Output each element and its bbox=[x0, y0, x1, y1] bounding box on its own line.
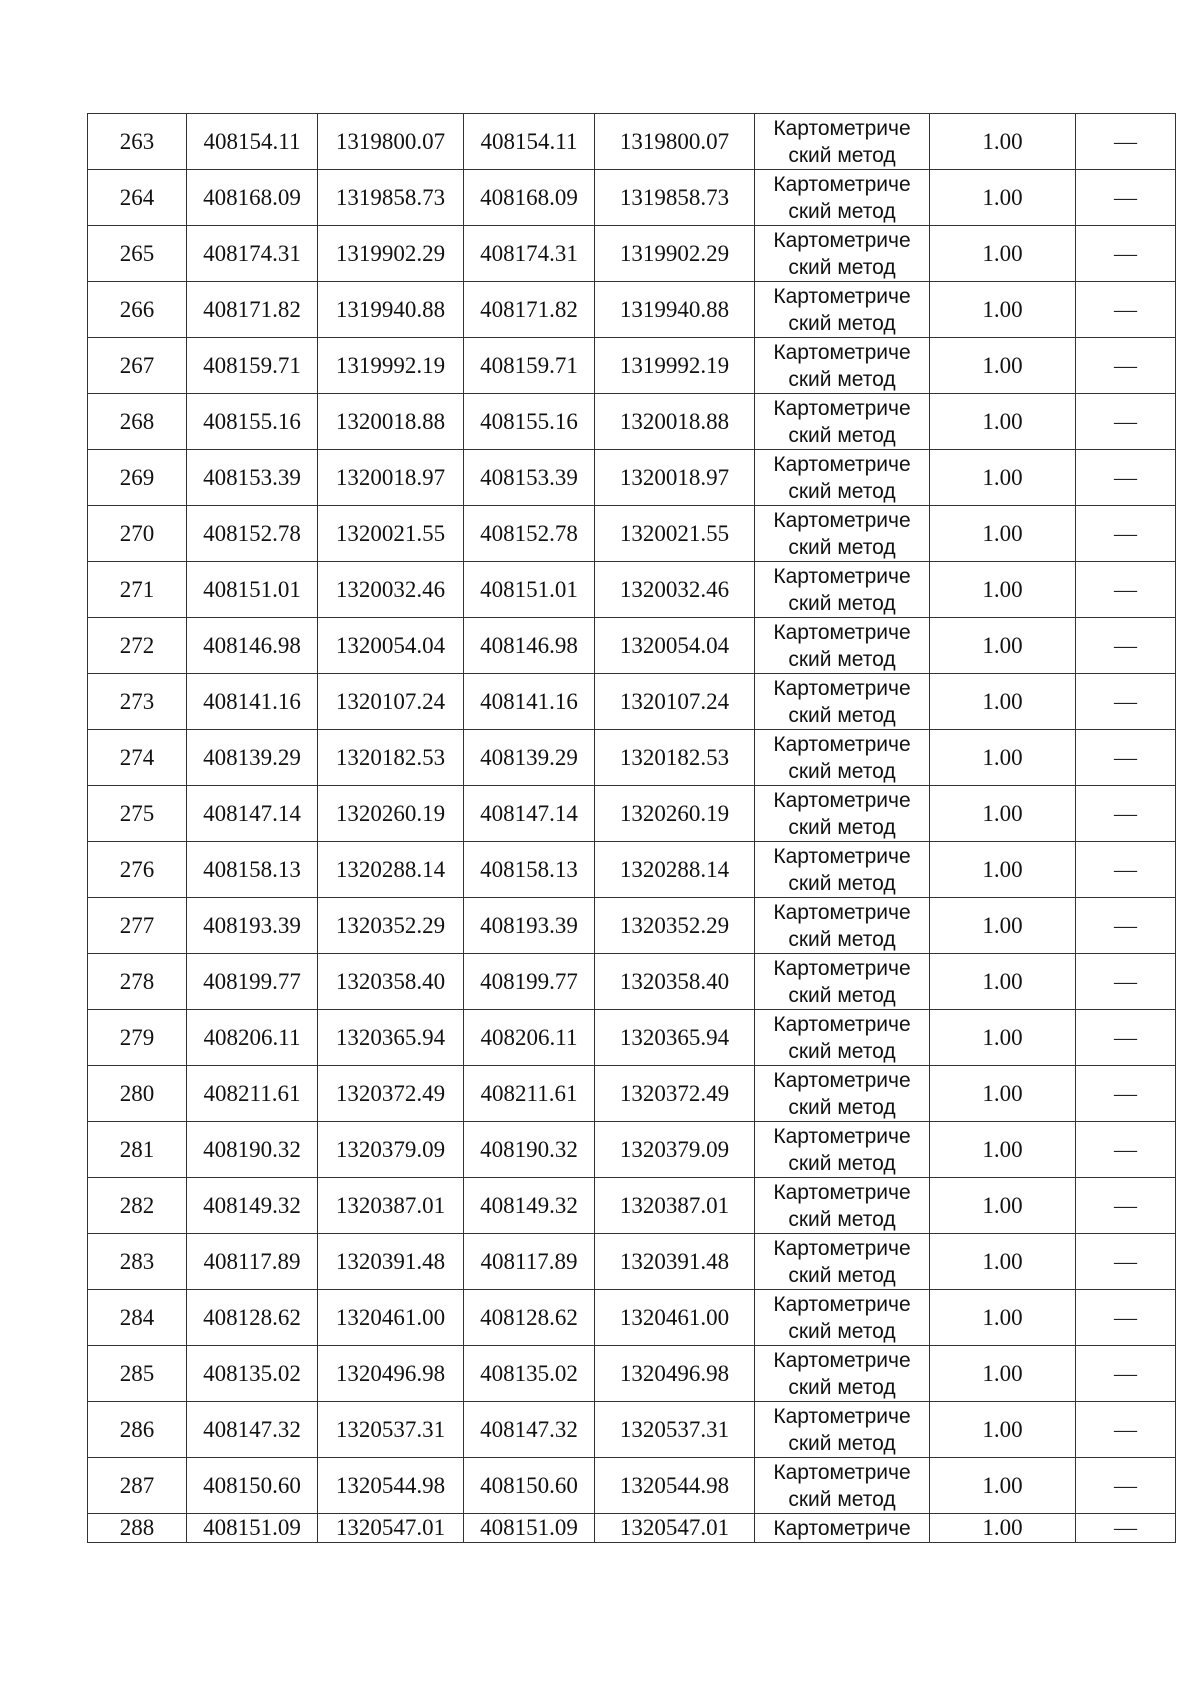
x-coordinate-cell: 408159.71 bbox=[187, 338, 318, 394]
x-coordinate-cell: 408171.82 bbox=[187, 282, 318, 338]
method-text-line1: Картометриче bbox=[773, 788, 911, 812]
y-coordinate-cell: 1320379.09 bbox=[318, 1122, 464, 1178]
y-coordinate-repeat-cell: 1320358.40 bbox=[595, 954, 755, 1010]
note-cell: — bbox=[1076, 114, 1176, 170]
y-coordinate-cell: 1319940.88 bbox=[318, 282, 464, 338]
x-coordinate-repeat-cell: 408146.98 bbox=[464, 618, 595, 674]
x-coordinate-cell: 408154.11 bbox=[187, 114, 318, 170]
point-number-cell: 288 bbox=[88, 1514, 187, 1543]
method-cell bbox=[755, 842, 930, 898]
method-text-line2: ский метод bbox=[788, 1375, 896, 1399]
y-coordinate-cell: 1320054.04 bbox=[318, 618, 464, 674]
y-coordinate-repeat-cell: 1319858.73 bbox=[595, 170, 755, 226]
x-coordinate-cell: 408152.78 bbox=[187, 506, 318, 562]
point-number-cell: 266 bbox=[88, 282, 187, 338]
x-coordinate-cell: 408199.77 bbox=[187, 954, 318, 1010]
x-coordinate-cell: 408211.61 bbox=[187, 1066, 318, 1122]
accuracy-cell: 1.00 bbox=[930, 842, 1076, 898]
point-number-cell: 269 bbox=[88, 450, 187, 506]
point-number-cell: 282 bbox=[88, 1178, 187, 1234]
method-text-line1: Картометриче bbox=[773, 396, 911, 420]
method-cell bbox=[755, 226, 930, 282]
accuracy-cell: 1.00 bbox=[930, 1178, 1076, 1234]
x-coordinate-cell: 408139.29 bbox=[187, 730, 318, 786]
x-coordinate-repeat-cell: 408206.11 bbox=[464, 1010, 595, 1066]
point-number-cell: 276 bbox=[88, 842, 187, 898]
x-coordinate-repeat-cell: 408135.02 bbox=[464, 1346, 595, 1402]
point-number-cell: 265 bbox=[88, 226, 187, 282]
y-coordinate-repeat-cell: 1320182.53 bbox=[595, 730, 755, 786]
x-coordinate-repeat-cell: 408174.31 bbox=[464, 226, 595, 282]
table-row bbox=[88, 730, 1176, 786]
y-coordinate-cell: 1320018.97 bbox=[318, 450, 464, 506]
note-cell: — bbox=[1076, 1458, 1176, 1514]
note-cell: — bbox=[1076, 562, 1176, 618]
x-coordinate-repeat-cell: 408154.11 bbox=[464, 114, 595, 170]
y-coordinate-repeat-cell: 1320032.46 bbox=[595, 562, 755, 618]
method-text-line2: ский метод bbox=[788, 927, 896, 951]
x-coordinate-cell: 408174.31 bbox=[187, 226, 318, 282]
x-coordinate-repeat-cell: 408190.32 bbox=[464, 1122, 595, 1178]
x-coordinate-cell: 408147.32 bbox=[187, 1402, 318, 1458]
accuracy-cell: 1.00 bbox=[930, 954, 1076, 1010]
note-cell: — bbox=[1076, 842, 1176, 898]
y-coordinate-cell: 1320547.01 bbox=[318, 1514, 464, 1543]
y-coordinate-cell: 1320391.48 bbox=[318, 1234, 464, 1290]
point-number-cell: 286 bbox=[88, 1402, 187, 1458]
y-coordinate-repeat-cell: 1319800.07 bbox=[595, 114, 755, 170]
accuracy-cell: 1.00 bbox=[930, 562, 1076, 618]
method-text-line1: Картометриче bbox=[773, 1124, 911, 1148]
method-text-line2: ский метод bbox=[788, 759, 896, 783]
point-number-cell: 278 bbox=[88, 954, 187, 1010]
method-cell bbox=[755, 1010, 930, 1066]
note-cell: — bbox=[1076, 282, 1176, 338]
method-cell bbox=[755, 338, 930, 394]
method-text-line2: ский метод bbox=[788, 983, 896, 1007]
y-coordinate-cell: 1320352.29 bbox=[318, 898, 464, 954]
point-number-cell: 274 bbox=[88, 730, 187, 786]
method-text-line2: ский метод bbox=[788, 423, 896, 447]
x-coordinate-cell: 408193.39 bbox=[187, 898, 318, 954]
note-cell: — bbox=[1076, 1234, 1176, 1290]
method-text-line1: Картометриче bbox=[773, 1292, 911, 1316]
y-coordinate-repeat-cell: 1320461.00 bbox=[595, 1290, 755, 1346]
table-row bbox=[88, 1010, 1176, 1066]
y-coordinate-repeat-cell: 1319940.88 bbox=[595, 282, 755, 338]
note-cell: — bbox=[1076, 1066, 1176, 1122]
x-coordinate-cell: 408149.32 bbox=[187, 1178, 318, 1234]
point-number-cell: 281 bbox=[88, 1122, 187, 1178]
method-text-line1: Картометриче bbox=[773, 564, 911, 588]
method-text-line1: Картометриче bbox=[773, 508, 911, 532]
accuracy-cell: 1.00 bbox=[930, 1346, 1076, 1402]
y-coordinate-repeat-cell: 1319902.29 bbox=[595, 226, 755, 282]
method-cell bbox=[755, 1290, 930, 1346]
method-text-line2: ский метод bbox=[788, 1431, 896, 1455]
accuracy-cell: 1.00 bbox=[930, 1234, 1076, 1290]
x-coordinate-repeat-cell: 408158.13 bbox=[464, 842, 595, 898]
x-coordinate-cell: 408147.14 bbox=[187, 786, 318, 842]
table-row bbox=[88, 394, 1176, 450]
point-number-cell: 268 bbox=[88, 394, 187, 450]
y-coordinate-cell: 1320544.98 bbox=[318, 1458, 464, 1514]
point-number-cell: 263 bbox=[88, 114, 187, 170]
x-coordinate-repeat-cell: 408147.14 bbox=[464, 786, 595, 842]
method-cell bbox=[755, 114, 930, 170]
x-coordinate-repeat-cell: 408151.01 bbox=[464, 562, 595, 618]
method-text-line2: ский метод bbox=[788, 1319, 896, 1343]
method-text-line2: ский метод bbox=[788, 1151, 896, 1175]
y-coordinate-repeat-cell: 1320379.09 bbox=[595, 1122, 755, 1178]
y-coordinate-repeat-cell: 1320054.04 bbox=[595, 618, 755, 674]
y-coordinate-cell: 1320537.31 bbox=[318, 1402, 464, 1458]
x-coordinate-cell: 408155.16 bbox=[187, 394, 318, 450]
y-coordinate-cell: 1320260.19 bbox=[318, 786, 464, 842]
table-row bbox=[88, 786, 1176, 842]
method-cell bbox=[755, 786, 930, 842]
method-text-line1: Картометриче bbox=[773, 284, 911, 308]
method-cell bbox=[755, 562, 930, 618]
y-coordinate-repeat-cell: 1319992.19 bbox=[595, 338, 755, 394]
accuracy-cell: 1.00 bbox=[930, 282, 1076, 338]
y-coordinate-repeat-cell: 1320018.97 bbox=[595, 450, 755, 506]
y-coordinate-cell: 1320358.40 bbox=[318, 954, 464, 1010]
coordinates-table bbox=[87, 113, 1176, 1543]
method-cell bbox=[755, 674, 930, 730]
x-coordinate-repeat-cell: 408171.82 bbox=[464, 282, 595, 338]
point-number-cell: 271 bbox=[88, 562, 187, 618]
x-coordinate-repeat-cell: 408159.71 bbox=[464, 338, 595, 394]
method-text-line1: Картометриче bbox=[773, 1012, 911, 1036]
method-text-line2: ский метод bbox=[788, 1487, 896, 1511]
point-number-cell: 285 bbox=[88, 1346, 187, 1402]
accuracy-cell: 1.00 bbox=[930, 674, 1076, 730]
method-text-line1: Картометриче bbox=[773, 228, 911, 252]
accuracy-cell: 1.00 bbox=[930, 786, 1076, 842]
method-cell bbox=[755, 1178, 930, 1234]
y-coordinate-repeat-cell: 1320288.14 bbox=[595, 842, 755, 898]
method-cell bbox=[755, 1346, 930, 1402]
y-coordinate-cell: 1319800.07 bbox=[318, 114, 464, 170]
method-text-line2: ский метод bbox=[788, 311, 896, 335]
y-coordinate-cell: 1320372.49 bbox=[318, 1066, 464, 1122]
accuracy-cell: 1.00 bbox=[930, 226, 1076, 282]
y-coordinate-repeat-cell: 1320107.24 bbox=[595, 674, 755, 730]
note-cell: — bbox=[1076, 170, 1176, 226]
note-cell: — bbox=[1076, 730, 1176, 786]
accuracy-cell: 1.00 bbox=[930, 898, 1076, 954]
y-coordinate-repeat-cell: 1320496.98 bbox=[595, 1346, 755, 1402]
method-text-line2: ский метод bbox=[788, 1039, 896, 1063]
table-row bbox=[88, 1402, 1176, 1458]
method-text-line1: Картометриче bbox=[773, 1460, 911, 1484]
accuracy-cell: 1.00 bbox=[930, 1514, 1076, 1543]
x-coordinate-cell: 408146.98 bbox=[187, 618, 318, 674]
y-coordinate-repeat-cell: 1320352.29 bbox=[595, 898, 755, 954]
method-text-line1: Картометриче bbox=[773, 172, 911, 196]
x-coordinate-repeat-cell: 408141.16 bbox=[464, 674, 595, 730]
method-text-line2: ский метод bbox=[788, 255, 896, 279]
point-number-cell: 283 bbox=[88, 1234, 187, 1290]
method-cell bbox=[755, 1122, 930, 1178]
point-number-cell: 279 bbox=[88, 1010, 187, 1066]
x-coordinate-repeat-cell: 408168.09 bbox=[464, 170, 595, 226]
y-coordinate-repeat-cell: 1320372.49 bbox=[595, 1066, 755, 1122]
x-coordinate-cell: 408135.02 bbox=[187, 1346, 318, 1402]
note-cell: — bbox=[1076, 674, 1176, 730]
note-cell: — bbox=[1076, 954, 1176, 1010]
table-row bbox=[88, 562, 1176, 618]
y-coordinate-cell: 1319992.19 bbox=[318, 338, 464, 394]
note-cell: — bbox=[1076, 1402, 1176, 1458]
point-number-cell: 275 bbox=[88, 786, 187, 842]
table-body bbox=[88, 114, 1176, 1543]
note-cell: — bbox=[1076, 506, 1176, 562]
method-text-line2: ский метод bbox=[788, 479, 896, 503]
x-coordinate-cell: 408151.09 bbox=[187, 1514, 318, 1543]
x-coordinate-repeat-cell: 408147.32 bbox=[464, 1402, 595, 1458]
table-row bbox=[88, 338, 1176, 394]
accuracy-cell: 1.00 bbox=[930, 450, 1076, 506]
x-coordinate-cell: 408150.60 bbox=[187, 1458, 318, 1514]
method-text-line1: Картометриче bbox=[773, 1068, 911, 1092]
note-cell: — bbox=[1076, 618, 1176, 674]
table-row bbox=[88, 1346, 1176, 1402]
x-coordinate-repeat-cell: 408139.29 bbox=[464, 730, 595, 786]
x-coordinate-repeat-cell: 408150.60 bbox=[464, 1458, 595, 1514]
method-text-line1: Картометриче bbox=[773, 1180, 911, 1204]
accuracy-cell: 1.00 bbox=[930, 338, 1076, 394]
y-coordinate-cell: 1320496.98 bbox=[318, 1346, 464, 1402]
note-cell: — bbox=[1076, 226, 1176, 282]
table-row bbox=[88, 1234, 1176, 1290]
note-cell: — bbox=[1076, 1010, 1176, 1066]
note-cell: — bbox=[1076, 1178, 1176, 1234]
note-cell: — bbox=[1076, 898, 1176, 954]
y-coordinate-cell: 1320461.00 bbox=[318, 1290, 464, 1346]
y-coordinate-cell: 1320032.46 bbox=[318, 562, 464, 618]
x-coordinate-cell: 408141.16 bbox=[187, 674, 318, 730]
accuracy-cell: 1.00 bbox=[930, 1458, 1076, 1514]
accuracy-cell: 1.00 bbox=[930, 1010, 1076, 1066]
method-text: Картометриче bbox=[773, 1517, 911, 1540]
method-cell bbox=[755, 450, 930, 506]
method-cell bbox=[755, 506, 930, 562]
method-cell bbox=[755, 282, 930, 338]
method-cell bbox=[755, 170, 930, 226]
method-cell bbox=[755, 898, 930, 954]
method-text-line1: Картометриче bbox=[773, 340, 911, 364]
method-text-line2: ский метод bbox=[788, 1207, 896, 1231]
accuracy-cell: 1.00 bbox=[930, 1122, 1076, 1178]
x-coordinate-cell: 408168.09 bbox=[187, 170, 318, 226]
y-coordinate-repeat-cell: 1320018.88 bbox=[595, 394, 755, 450]
method-cell bbox=[755, 618, 930, 674]
x-coordinate-cell: 408158.13 bbox=[187, 842, 318, 898]
x-coordinate-cell: 408117.89 bbox=[187, 1234, 318, 1290]
table-row bbox=[88, 450, 1176, 506]
accuracy-cell: 1.00 bbox=[930, 1402, 1076, 1458]
x-coordinate-cell: 408190.32 bbox=[187, 1122, 318, 1178]
y-coordinate-cell: 1320387.01 bbox=[318, 1178, 464, 1234]
y-coordinate-repeat-cell: 1320387.01 bbox=[595, 1178, 755, 1234]
method-text-line2: ский метод bbox=[788, 1095, 896, 1119]
note-cell: — bbox=[1076, 450, 1176, 506]
y-coordinate-repeat-cell: 1320260.19 bbox=[595, 786, 755, 842]
method-text-line2: ский метод bbox=[788, 647, 896, 671]
y-coordinate-repeat-cell: 1320391.48 bbox=[595, 1234, 755, 1290]
y-coordinate-repeat-cell: 1320547.01 bbox=[595, 1514, 755, 1543]
point-number-cell: 272 bbox=[88, 618, 187, 674]
method-cell bbox=[755, 1402, 930, 1458]
y-coordinate-cell: 1320021.55 bbox=[318, 506, 464, 562]
point-number-cell: 267 bbox=[88, 338, 187, 394]
x-coordinate-cell: 408206.11 bbox=[187, 1010, 318, 1066]
method-text-line2: ский метод bbox=[788, 871, 896, 895]
method-cell bbox=[755, 954, 930, 1010]
x-coordinate-repeat-cell: 408117.89 bbox=[464, 1234, 595, 1290]
method-text-line2: ский метод bbox=[788, 1263, 896, 1287]
x-coordinate-repeat-cell: 408211.61 bbox=[464, 1066, 595, 1122]
x-coordinate-repeat-cell: 408153.39 bbox=[464, 450, 595, 506]
method-text-line2: ский метод bbox=[788, 143, 896, 167]
table-row bbox=[88, 1458, 1176, 1514]
method-text-line2: ский метод bbox=[788, 199, 896, 223]
point-number-cell: 264 bbox=[88, 170, 187, 226]
method-text-line2: ский метод bbox=[788, 591, 896, 615]
accuracy-cell: 1.00 bbox=[930, 618, 1076, 674]
point-number-cell: 270 bbox=[88, 506, 187, 562]
method-text-line1: Картометриче bbox=[773, 116, 911, 140]
x-coordinate-repeat-cell: 408155.16 bbox=[464, 394, 595, 450]
method-text-line1: Картометриче bbox=[773, 844, 911, 868]
note-cell: — bbox=[1076, 1290, 1176, 1346]
note-cell: — bbox=[1076, 394, 1176, 450]
note-cell: — bbox=[1076, 786, 1176, 842]
y-coordinate-cell: 1320288.14 bbox=[318, 842, 464, 898]
method-cell bbox=[755, 730, 930, 786]
x-coordinate-repeat-cell: 408199.77 bbox=[464, 954, 595, 1010]
x-coordinate-repeat-cell: 408149.32 bbox=[464, 1178, 595, 1234]
table-row bbox=[88, 1290, 1176, 1346]
accuracy-cell: 1.00 bbox=[930, 730, 1076, 786]
y-coordinate-repeat-cell: 1320537.31 bbox=[595, 1402, 755, 1458]
method-text-line1: Картометриче bbox=[773, 732, 911, 756]
table-row bbox=[88, 226, 1176, 282]
point-number-cell: 277 bbox=[88, 898, 187, 954]
x-coordinate-repeat-cell: 408152.78 bbox=[464, 506, 595, 562]
y-coordinate-cell: 1320107.24 bbox=[318, 674, 464, 730]
y-coordinate-cell: 1320182.53 bbox=[318, 730, 464, 786]
note-cell: — bbox=[1076, 338, 1176, 394]
method-text-line2: ский метод bbox=[788, 367, 896, 391]
table-row bbox=[88, 1514, 1176, 1543]
method-text-line1: Картометриче bbox=[773, 956, 911, 980]
point-number-cell: 287 bbox=[88, 1458, 187, 1514]
point-number-cell: 273 bbox=[88, 674, 187, 730]
x-coordinate-repeat-cell: 408193.39 bbox=[464, 898, 595, 954]
y-coordinate-cell: 1320365.94 bbox=[318, 1010, 464, 1066]
accuracy-cell: 1.00 bbox=[930, 394, 1076, 450]
method-text-line1: Картометриче bbox=[773, 452, 911, 476]
table-row bbox=[88, 114, 1176, 170]
method-cell bbox=[755, 1066, 930, 1122]
y-coordinate-cell: 1319858.73 bbox=[318, 170, 464, 226]
accuracy-cell: 1.00 bbox=[930, 1290, 1076, 1346]
x-coordinate-repeat-cell: 408128.62 bbox=[464, 1290, 595, 1346]
table-row bbox=[88, 170, 1176, 226]
method-text-line1: Картометриче bbox=[773, 1348, 911, 1372]
note-cell: — bbox=[1076, 1122, 1176, 1178]
x-coordinate-cell: 408153.39 bbox=[187, 450, 318, 506]
y-coordinate-repeat-cell: 1320365.94 bbox=[595, 1010, 755, 1066]
table-row bbox=[88, 674, 1176, 730]
method-cell bbox=[755, 1514, 930, 1543]
accuracy-cell: 1.00 bbox=[930, 114, 1076, 170]
y-coordinate-repeat-cell: 1320021.55 bbox=[595, 506, 755, 562]
table-row bbox=[88, 1066, 1176, 1122]
point-number-cell: 280 bbox=[88, 1066, 187, 1122]
table-row bbox=[88, 282, 1176, 338]
note-cell: — bbox=[1076, 1514, 1176, 1543]
table-row bbox=[88, 954, 1176, 1010]
method-cell bbox=[755, 1458, 930, 1514]
table-row bbox=[88, 898, 1176, 954]
x-coordinate-repeat-cell: 408151.09 bbox=[464, 1514, 595, 1543]
y-coordinate-cell: 1319902.29 bbox=[318, 226, 464, 282]
method-cell bbox=[755, 1234, 930, 1290]
x-coordinate-cell: 408151.01 bbox=[187, 562, 318, 618]
point-number-cell: 284 bbox=[88, 1290, 187, 1346]
table-row bbox=[88, 842, 1176, 898]
method-text-line1: Картометриче bbox=[773, 676, 911, 700]
table-row bbox=[88, 506, 1176, 562]
note-cell: — bbox=[1076, 1346, 1176, 1402]
method-text-line1: Картометриче bbox=[773, 620, 911, 644]
method-text-line2: ский метод bbox=[788, 535, 896, 559]
x-coordinate-cell: 408128.62 bbox=[187, 1290, 318, 1346]
y-coordinate-repeat-cell: 1320544.98 bbox=[595, 1458, 755, 1514]
method-text-line2: ский метод bbox=[788, 815, 896, 839]
method-text-line2: ский метод bbox=[788, 703, 896, 727]
accuracy-cell: 1.00 bbox=[930, 1066, 1076, 1122]
table-row bbox=[88, 1178, 1176, 1234]
method-text-line1: Картометриче bbox=[773, 1404, 911, 1428]
method-text-line1: Картометриче bbox=[773, 1236, 911, 1260]
accuracy-cell: 1.00 bbox=[930, 170, 1076, 226]
accuracy-cell: 1.00 bbox=[930, 506, 1076, 562]
method-cell bbox=[755, 394, 930, 450]
table-row bbox=[88, 1122, 1176, 1178]
table-row bbox=[88, 618, 1176, 674]
method-text-line1: Картометриче bbox=[773, 900, 911, 924]
y-coordinate-cell: 1320018.88 bbox=[318, 394, 464, 450]
